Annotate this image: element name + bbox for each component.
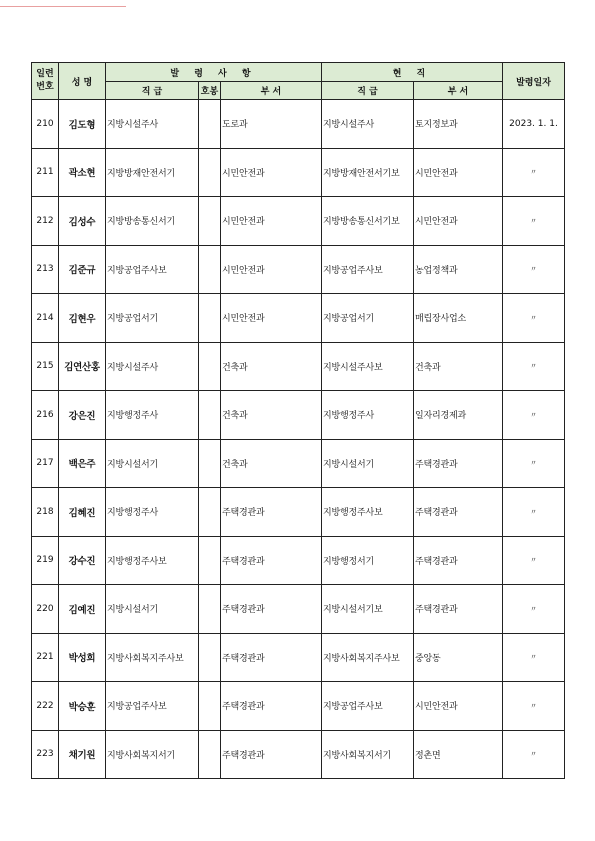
cell-current-grade: 지방행정서기 <box>322 536 414 585</box>
cell-order-date: 〃 <box>503 245 565 294</box>
cell-seq-number: 219 <box>32 536 59 585</box>
cell-order-dept: 주택경관과 <box>221 536 322 585</box>
table-row <box>32 633 565 682</box>
cell-order-grade: 지방사회복지주사보 <box>106 633 199 682</box>
cell-name: 박승훈 <box>59 682 106 731</box>
cell-name: 김예진 <box>59 585 106 634</box>
cell-seq-number: 216 <box>32 391 59 440</box>
cell-name: 채기원 <box>59 730 106 779</box>
cell-order-date: 〃 <box>503 730 565 779</box>
table-row <box>32 585 565 634</box>
cell-seq-number: 215 <box>32 342 59 391</box>
cell-order-step <box>199 148 221 197</box>
cell-order-date: 〃 <box>503 585 565 634</box>
cell-name: 김성수 <box>59 197 106 246</box>
cell-current-dept: 주택경관과 <box>414 536 503 585</box>
cell-current-dept: 정촌면 <box>414 730 503 779</box>
cell-seq-number: 211 <box>32 148 59 197</box>
cell-name: 백은주 <box>59 439 106 488</box>
cell-order-step <box>199 245 221 294</box>
personnel-order-table <box>31 62 565 779</box>
header-order-date: 발령일자 <box>503 63 565 100</box>
cell-order-date: 〃 <box>503 633 565 682</box>
cell-current-grade: 지방시설서기 <box>322 439 414 488</box>
cell-order-grade: 지방방재안전서기 <box>106 148 199 197</box>
cell-current-grade: 지방공업주사보 <box>322 245 414 294</box>
cell-order-grade: 지방사회복지서기 <box>106 730 199 779</box>
header-current-dept: 부 서 <box>414 82 503 100</box>
cell-order-dept: 주택경관과 <box>221 488 322 537</box>
cell-order-grade: 지방방송통신서기 <box>106 197 199 246</box>
cell-order-dept: 주택경관과 <box>221 682 322 731</box>
cell-order-date: 2023. 1. 1. <box>503 100 565 149</box>
cell-order-grade: 지방시설서기 <box>106 585 199 634</box>
header-name: 성 명 <box>59 63 106 100</box>
cell-seq-number: 223 <box>32 730 59 779</box>
cell-current-grade: 지방사회복지서기 <box>322 730 414 779</box>
cell-current-dept: 매립장사업소 <box>414 294 503 343</box>
cell-order-grade: 지방행정주사보 <box>106 536 199 585</box>
cell-name: 김혜진 <box>59 488 106 537</box>
cell-name: 김연산홍 <box>59 342 106 391</box>
cell-current-grade: 지방시설서기보 <box>322 585 414 634</box>
header-order-details: 발 령 사 항 <box>106 63 322 82</box>
cell-seq-number: 218 <box>32 488 59 537</box>
cell-order-dept: 건축과 <box>221 439 322 488</box>
cell-name: 강은진 <box>59 391 106 440</box>
top-accent-line <box>0 6 126 7</box>
cell-seq-number: 214 <box>32 294 59 343</box>
cell-name: 강수진 <box>59 536 106 585</box>
cell-current-dept: 시민안전과 <box>414 682 503 731</box>
cell-order-dept: 주택경관과 <box>221 633 322 682</box>
cell-current-grade: 지방행정주사 <box>322 391 414 440</box>
cell-order-grade: 지방시설주사 <box>106 100 199 149</box>
cell-order-step <box>199 536 221 585</box>
cell-current-dept: 건축과 <box>414 342 503 391</box>
table-row <box>32 391 565 440</box>
table-row <box>32 245 565 294</box>
table-row <box>32 148 565 197</box>
cell-order-step <box>199 391 221 440</box>
cell-order-step <box>199 197 221 246</box>
cell-seq-number: 213 <box>32 245 59 294</box>
cell-current-dept: 주택경관과 <box>414 585 503 634</box>
cell-order-dept: 건축과 <box>221 342 322 391</box>
table-row <box>32 342 565 391</box>
cell-current-dept: 토지정보과 <box>414 100 503 149</box>
table-row <box>32 488 565 537</box>
cell-order-date: 〃 <box>503 294 565 343</box>
cell-name: 김준규 <box>59 245 106 294</box>
cell-order-grade: 지방시설서기 <box>106 439 199 488</box>
cell-order-dept: 시민안전과 <box>221 148 322 197</box>
header-current-grade: 직 급 <box>322 82 414 100</box>
cell-order-grade: 지방공업주사보 <box>106 245 199 294</box>
cell-name: 곽소현 <box>59 148 106 197</box>
cell-current-dept: 시민안전과 <box>414 148 503 197</box>
table-row <box>32 100 565 149</box>
cell-order-date: 〃 <box>503 148 565 197</box>
cell-order-dept: 주택경관과 <box>221 585 322 634</box>
cell-order-grade: 지방행정주사 <box>106 488 199 537</box>
cell-current-dept: 시민안전과 <box>414 197 503 246</box>
cell-order-step <box>199 439 221 488</box>
cell-current-grade: 지방시설주사보 <box>322 342 414 391</box>
header-order-step: 호봉 <box>199 82 221 100</box>
cell-order-date: 〃 <box>503 391 565 440</box>
cell-order-grade: 지방공업주사보 <box>106 682 199 731</box>
cell-current-dept: 일자리경제과 <box>414 391 503 440</box>
cell-current-grade: 지방방재안전서기보 <box>322 148 414 197</box>
cell-order-grade: 지방공업서기 <box>106 294 199 343</box>
cell-seq-number: 221 <box>32 633 59 682</box>
cell-current-grade: 지방방송통신서기보 <box>322 197 414 246</box>
table-row <box>32 197 565 246</box>
cell-name: 박성희 <box>59 633 106 682</box>
cell-order-dept: 주택경관과 <box>221 730 322 779</box>
cell-order-date: 〃 <box>503 439 565 488</box>
cell-order-date: 〃 <box>503 536 565 585</box>
cell-order-grade: 지방행정주사 <box>106 391 199 440</box>
cell-order-step <box>199 585 221 634</box>
header-order-grade: 직 급 <box>106 82 199 100</box>
cell-current-grade: 지방행정주사보 <box>322 488 414 537</box>
cell-current-dept: 중앙동 <box>414 633 503 682</box>
cell-order-step <box>199 342 221 391</box>
cell-order-step <box>199 294 221 343</box>
table-row <box>32 682 565 731</box>
table-row <box>32 536 565 585</box>
cell-order-date: 〃 <box>503 197 565 246</box>
cell-order-step <box>199 100 221 149</box>
cell-seq-number: 212 <box>32 197 59 246</box>
header-current-position: 현 직 <box>322 63 503 82</box>
cell-order-dept: 시민안전과 <box>221 245 322 294</box>
cell-order-date: 〃 <box>503 342 565 391</box>
table-row <box>32 730 565 779</box>
cell-order-dept: 시민안전과 <box>221 294 322 343</box>
cell-order-step <box>199 633 221 682</box>
cell-order-dept: 시민안전과 <box>221 197 322 246</box>
cell-current-grade: 지방시설주사 <box>322 100 414 149</box>
cell-current-grade: 지방공업서기 <box>322 294 414 343</box>
cell-order-step <box>199 488 221 537</box>
cell-name: 김도형 <box>59 100 106 149</box>
cell-name: 김현우 <box>59 294 106 343</box>
cell-order-step <box>199 682 221 731</box>
cell-order-grade: 지방시설주사 <box>106 342 199 391</box>
cell-seq-number: 210 <box>32 100 59 149</box>
table-row <box>32 439 565 488</box>
cell-order-date: 〃 <box>503 682 565 731</box>
cell-current-dept: 주택경관과 <box>414 488 503 537</box>
cell-order-dept: 건축과 <box>221 391 322 440</box>
header-seq-number: 일련 번호 <box>32 63 59 100</box>
table-row <box>32 294 565 343</box>
cell-seq-number: 220 <box>32 585 59 634</box>
cell-order-step <box>199 730 221 779</box>
header-order-dept: 부 서 <box>221 82 322 100</box>
cell-order-date: 〃 <box>503 488 565 537</box>
cell-current-dept: 농업정책과 <box>414 245 503 294</box>
cell-seq-number: 217 <box>32 439 59 488</box>
cell-current-grade: 지방공업주사보 <box>322 682 414 731</box>
cell-current-grade: 지방사회복지주사보 <box>322 633 414 682</box>
cell-seq-number: 222 <box>32 682 59 731</box>
cell-current-dept: 주택경관과 <box>414 439 503 488</box>
cell-order-dept: 도로과 <box>221 100 322 149</box>
